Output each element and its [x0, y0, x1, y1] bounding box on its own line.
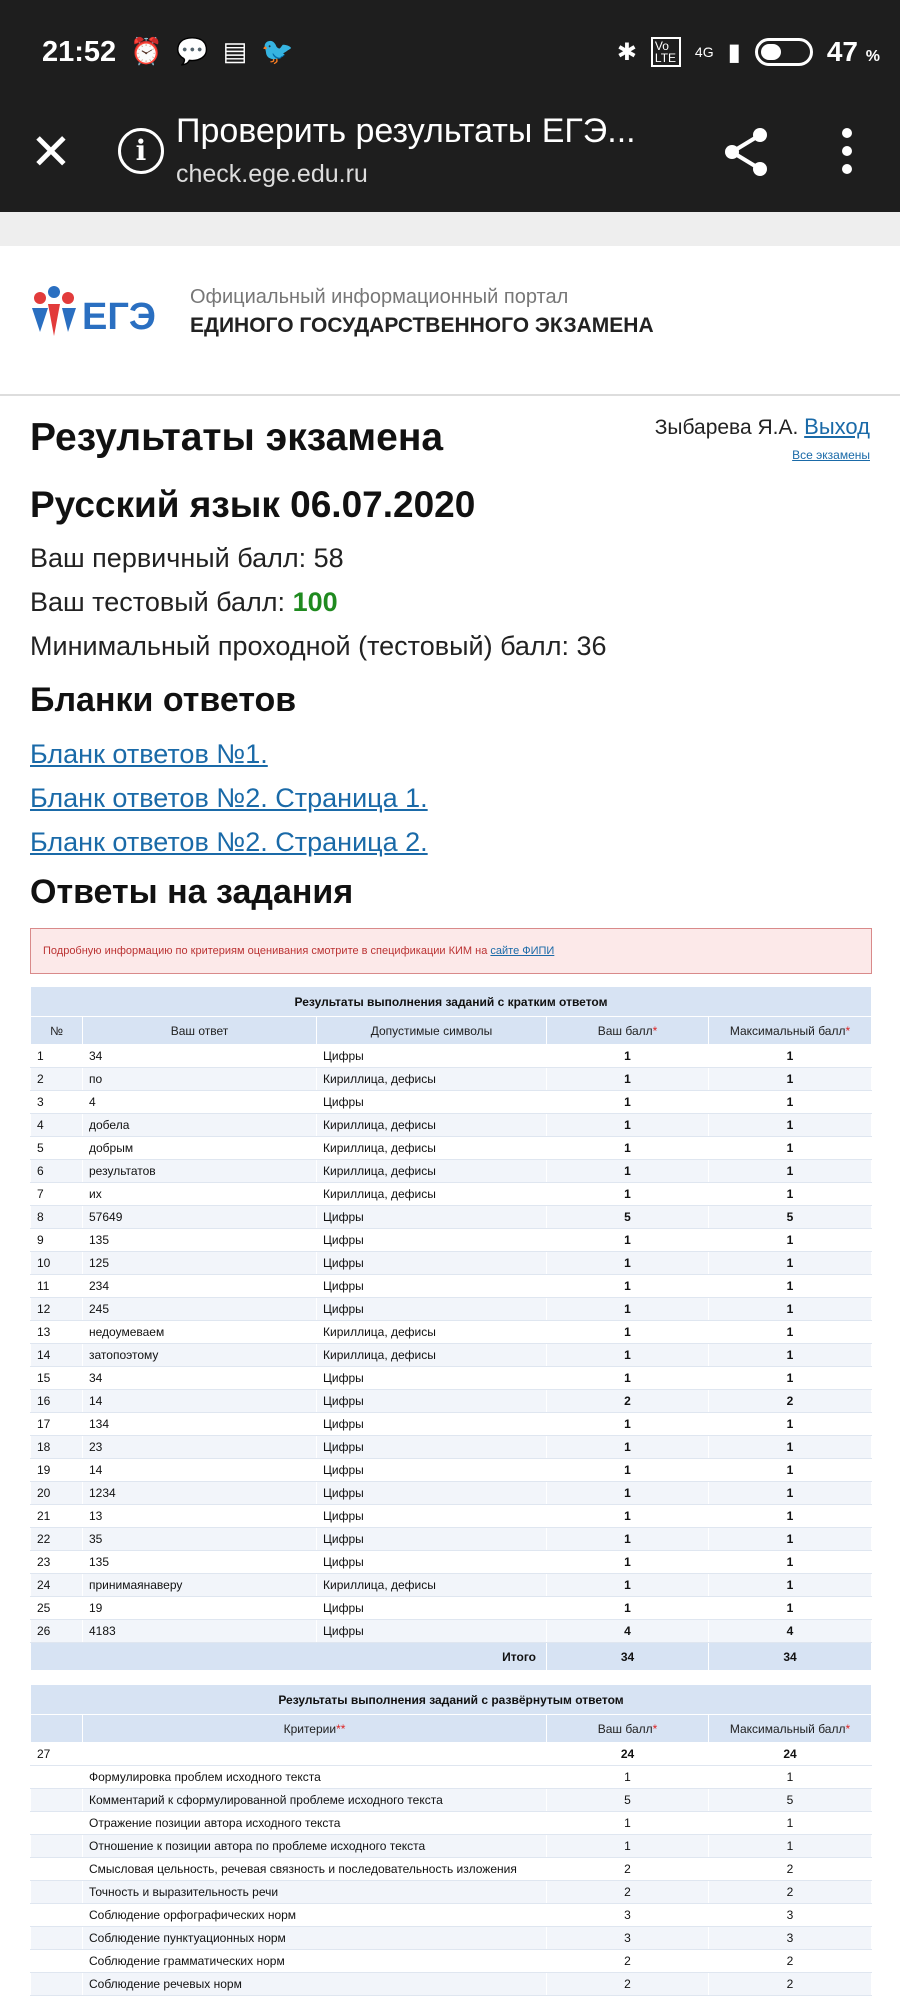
row-max: 4	[709, 1620, 872, 1643]
row-symbols: Цифры	[317, 1436, 547, 1459]
row-number: 19	[31, 1459, 83, 1482]
col-answer: Ваш ответ	[83, 1017, 317, 1045]
row-number: 14	[31, 1344, 83, 1367]
page-top-strip	[0, 212, 900, 246]
criterion-max: 3	[709, 1927, 872, 1950]
row-symbols: Цифры	[317, 1252, 547, 1275]
table-row	[31, 1206, 872, 1229]
row-max: 1	[709, 1459, 872, 1482]
row-max: 1	[709, 1114, 872, 1137]
ege-logo[interactable]	[26, 284, 156, 351]
row-number: 3	[31, 1091, 83, 1114]
criterion-max: 1	[709, 1835, 872, 1858]
criterion-score: 1	[547, 1835, 709, 1858]
row-answer: 135	[83, 1229, 317, 1252]
volte-icon: Vo LTE	[651, 37, 681, 67]
row-number: 16	[31, 1390, 83, 1413]
row-answer: 1234	[83, 1482, 317, 1505]
table-row	[31, 1620, 872, 1643]
row-answer: 134	[83, 1413, 317, 1436]
row-number: 26	[31, 1620, 83, 1643]
criterion-max: 1	[709, 1812, 872, 1835]
table-row	[31, 1091, 872, 1114]
col-score: Ваш балл*	[547, 1017, 709, 1045]
row-number: 24	[31, 1574, 83, 1597]
criterion-label: Смысловая цельность, речевая связность и последовательность изложения	[83, 1858, 547, 1881]
table-row	[31, 1574, 872, 1597]
criterion-label: Соблюдение грамматических норм	[83, 1950, 547, 1973]
row-symbols: Цифры	[317, 1275, 547, 1298]
criterion-score: 3	[547, 1904, 709, 1927]
row-answer: 34	[83, 1367, 317, 1390]
form-link-2[interactable]: Бланк ответов №2. Страница 1.	[30, 783, 428, 813]
row-symbols: Кириллица, дефисы	[317, 1068, 547, 1091]
min-score: Минимальный проходной (тестовый) балл: 36	[30, 631, 607, 661]
user-info	[655, 414, 870, 440]
row-symbols: Цифры	[317, 1091, 547, 1114]
calendar-icon: ▤	[222, 36, 248, 66]
row-symbols: Кириллица, дефисы	[317, 1137, 547, 1160]
table-row	[31, 1068, 872, 1091]
forms-title: Бланки ответов	[30, 681, 297, 719]
short-table-caption: Результаты выполнения заданий с кратким ответом	[31, 987, 872, 1017]
row-answer: результатов	[83, 1160, 317, 1183]
row-answer: 14	[83, 1459, 317, 1482]
row-answer: недоумеваем	[83, 1321, 317, 1344]
table-row	[31, 1413, 872, 1436]
battery-icon	[755, 38, 813, 66]
row-symbols: Кириллица, дефисы	[317, 1574, 547, 1597]
row-number: 6	[31, 1160, 83, 1183]
row-answer: затопоэтому	[83, 1344, 317, 1367]
page-url: check.ege.edu.ru	[176, 160, 368, 188]
table-row	[31, 1160, 872, 1183]
all-exams-link[interactable]: Все экзамены	[792, 448, 870, 462]
criterion-max: 5	[709, 1789, 872, 1812]
row-answer: 14	[83, 1390, 317, 1413]
page-title: Проверить результаты ЕГЭ...	[176, 112, 636, 150]
row-score: 1	[547, 1045, 709, 1068]
table-row	[31, 1459, 872, 1482]
row-score: 1	[547, 1574, 709, 1597]
row-answer: 13	[83, 1505, 317, 1528]
table-row	[31, 1321, 872, 1344]
table-row	[31, 1275, 872, 1298]
short-answer-table	[30, 986, 872, 1671]
row-max: 1	[709, 1275, 872, 1298]
row-answer: 19	[83, 1597, 317, 1620]
col-long-max: Максимальный балл*	[709, 1715, 872, 1743]
criteria-row	[31, 1789, 872, 1812]
criteria-row	[31, 1950, 872, 1973]
close-icon[interactable]: ✕	[30, 124, 72, 180]
row-number: 17	[31, 1413, 83, 1436]
row-number: 1	[31, 1045, 83, 1068]
logo-text: ЕГЭ	[82, 296, 156, 338]
table-row	[31, 1229, 872, 1252]
criterion-label: Соблюдение орфографических норм	[83, 1904, 547, 1927]
col-number: №	[31, 1017, 83, 1045]
criterion-score: 2	[547, 1950, 709, 1973]
portal-line-2: ЕДИНОГО ГОСУДАРСТВЕННОГО ЭКЗАМЕНА	[190, 314, 654, 337]
row-score: 1	[547, 1252, 709, 1275]
col-max: Максимальный балл*	[709, 1017, 872, 1045]
fipi-link[interactable]: сайте ФИПИ	[490, 945, 555, 957]
row-answer: 57649	[83, 1206, 317, 1229]
col-criteria: Критерии**	[83, 1715, 547, 1743]
row-answer: 135	[83, 1551, 317, 1574]
row-number: 20	[31, 1482, 83, 1505]
row-max: 1	[709, 1367, 872, 1390]
row-score: 1	[547, 1482, 709, 1505]
table-row	[31, 1114, 872, 1137]
battery-percent: 47	[826, 36, 858, 67]
row-answer: 125	[83, 1252, 317, 1275]
portal-line-1: Официальный информационный портал	[190, 286, 569, 308]
table-row	[31, 1551, 872, 1574]
total-max: 34	[709, 1643, 872, 1671]
row-number: 21	[31, 1505, 83, 1528]
criterion-score: 3	[547, 1927, 709, 1950]
row-number: 13	[31, 1321, 83, 1344]
criteria-row	[31, 1881, 872, 1904]
criterion-score: 2	[547, 1858, 709, 1881]
row-number: 10	[31, 1252, 83, 1275]
row-number: 9	[31, 1229, 83, 1252]
row-max: 1	[709, 1068, 872, 1091]
bluetooth-icon: ✱	[616, 38, 637, 66]
fipi-notice: Подробную информацию по критериям оценивания смотрите в спецификации КИМ на сайте ФИПИ	[30, 928, 872, 974]
row-symbols: Цифры	[317, 1206, 547, 1229]
answers-title: Ответы на задания	[30, 873, 354, 911]
task-max: 24	[709, 1743, 872, 1766]
row-answer: 234	[83, 1275, 317, 1298]
alarm-icon: ⏰	[130, 36, 163, 66]
table-row	[31, 1367, 872, 1390]
row-score: 1	[547, 1459, 709, 1482]
row-answer: добрым	[83, 1137, 317, 1160]
total-score: 34	[547, 1643, 709, 1671]
row-score: 1	[547, 1528, 709, 1551]
row-symbols: Цифры	[317, 1298, 547, 1321]
row-score: 1	[547, 1344, 709, 1367]
row-symbols: Кириллица, дефисы	[317, 1344, 547, 1367]
form-link-3[interactable]: Бланк ответов №2. Страница 2.	[30, 827, 428, 857]
row-score: 2	[547, 1390, 709, 1413]
row-max: 1	[709, 1252, 872, 1275]
table-row	[31, 1183, 872, 1206]
criterion-label: Точность и выразительность речи	[83, 1881, 547, 1904]
exam-subject: Русский язык 06.07.2020	[30, 484, 476, 525]
row-number: 11	[31, 1275, 83, 1298]
row-number: 5	[31, 1137, 83, 1160]
row-answer: 34	[83, 1045, 317, 1068]
criterion-label: Соблюдение пунктуационных норм	[83, 1927, 547, 1950]
row-symbols: Цифры	[317, 1459, 547, 1482]
long-table-caption: Результаты выполнения заданий с развёрнутым ответом	[31, 1685, 872, 1715]
col-symbols: Допустимые символы	[317, 1017, 547, 1045]
info-icon[interactable]: i	[118, 128, 164, 174]
row-score: 4	[547, 1620, 709, 1643]
test-score-line: Ваш тестовый балл: 100	[30, 587, 338, 617]
signal-icon: ▮	[727, 38, 741, 66]
total-row	[31, 1643, 872, 1671]
table-row	[31, 1298, 872, 1321]
criteria-row	[31, 1835, 872, 1858]
row-number: 4	[31, 1114, 83, 1137]
browser-toolbar	[0, 104, 900, 212]
criterion-max: 2	[709, 1881, 872, 1904]
row-answer: по	[83, 1068, 317, 1091]
status-bar: 21:52 ⏰ 💬 ▤ 🐦 ✱ Vo LTE 4G ▮ 47 %	[0, 0, 900, 104]
criterion-max: 3	[709, 1904, 872, 1927]
criteria-row	[31, 1973, 872, 1996]
criterion-score: 2	[547, 1881, 709, 1904]
row-number: 18	[31, 1436, 83, 1459]
row-answer: принимаянаверу	[83, 1574, 317, 1597]
form-link-1[interactable]: Бланк ответов №1.	[30, 739, 268, 769]
criterion-label: Отражение позиции автора исходного текста	[83, 1812, 547, 1835]
row-max: 1	[709, 1528, 872, 1551]
more-options-icon[interactable]	[840, 126, 854, 176]
row-symbols: Кириллица, дефисы	[317, 1321, 547, 1344]
row-number: 15	[31, 1367, 83, 1390]
row-score: 1	[547, 1160, 709, 1183]
table-row	[31, 1344, 872, 1367]
row-max: 1	[709, 1574, 872, 1597]
row-number: 25	[31, 1597, 83, 1620]
criterion-label: Комментарий к сформулированной проблеме исходного текста	[83, 1789, 547, 1812]
criterion-label: Отношение к позиции автора по проблеме исходного текста	[83, 1835, 547, 1858]
row-max: 1	[709, 1413, 872, 1436]
row-answer: добела	[83, 1114, 317, 1137]
row-symbols: Цифры	[317, 1413, 547, 1436]
table-row	[31, 1137, 872, 1160]
network-label: 4G	[694, 44, 714, 60]
primary-score: Ваш первичный балл: 58	[30, 543, 344, 573]
criteria-row	[31, 1927, 872, 1950]
logout-link[interactable]: Выход	[804, 414, 870, 439]
row-score: 1	[547, 1183, 709, 1206]
row-symbols: Цифры	[317, 1367, 547, 1390]
user-name: Зыбарева Я.А.	[654, 416, 799, 439]
site-header	[0, 246, 900, 396]
row-score: 1	[547, 1413, 709, 1436]
row-symbols: Кириллица, дефисы	[317, 1183, 547, 1206]
criteria-row	[31, 1812, 872, 1835]
row-symbols: Кириллица, дефисы	[317, 1114, 547, 1137]
row-max: 1	[709, 1505, 872, 1528]
row-score: 1	[547, 1505, 709, 1528]
row-score: 1	[547, 1321, 709, 1344]
row-max: 1	[709, 1597, 872, 1620]
row-max: 1	[709, 1482, 872, 1505]
row-symbols: Цифры	[317, 1551, 547, 1574]
row-max: 1	[709, 1160, 872, 1183]
row-number: 8	[31, 1206, 83, 1229]
test-score-value: 100	[292, 587, 338, 617]
row-answer: 35	[83, 1528, 317, 1551]
table-row	[31, 1390, 872, 1413]
row-symbols: Цифры	[317, 1482, 547, 1505]
criterion-label: Соблюдение речевых норм	[83, 1973, 547, 1996]
row-symbols: Кириллица, дефисы	[317, 1160, 547, 1183]
row-symbols: Цифры	[317, 1390, 547, 1413]
row-number: 23	[31, 1551, 83, 1574]
row-max: 1	[709, 1229, 872, 1252]
share-icon[interactable]	[722, 126, 772, 178]
row-symbols: Цифры	[317, 1597, 547, 1620]
row-max: 1	[709, 1183, 872, 1206]
criteria-row	[31, 1766, 872, 1789]
row-score: 5	[547, 1206, 709, 1229]
row-answer: 4183	[83, 1620, 317, 1643]
row-score: 1	[547, 1229, 709, 1252]
row-max: 1	[709, 1344, 872, 1367]
criterion-label: Формулировка проблем исходного текста	[83, 1766, 547, 1789]
row-answer: их	[83, 1183, 317, 1206]
criterion-max: 2	[709, 1950, 872, 1973]
row-max: 1	[709, 1436, 872, 1459]
row-max: 1	[709, 1298, 872, 1321]
criterion-max: 2	[709, 1858, 872, 1881]
twitter-icon: 🐦	[261, 36, 294, 66]
row-number: 22	[31, 1528, 83, 1551]
row-score: 1	[547, 1436, 709, 1459]
clock: 21:52	[42, 36, 117, 68]
table-row	[31, 1045, 872, 1068]
row-symbols: Цифры	[317, 1229, 547, 1252]
row-max: 1	[709, 1551, 872, 1574]
criterion-score: 2	[547, 1973, 709, 1996]
row-score: 1	[547, 1114, 709, 1137]
criterion-max: 1	[709, 1766, 872, 1789]
row-max: 5	[709, 1206, 872, 1229]
row-max: 2	[709, 1390, 872, 1413]
row-score: 1	[547, 1551, 709, 1574]
row-max: 1	[709, 1321, 872, 1344]
task-number: 27	[31, 1743, 83, 1766]
row-number: 2	[31, 1068, 83, 1091]
row-answer: 245	[83, 1298, 317, 1321]
row-answer: 4	[83, 1091, 317, 1114]
row-score: 1	[547, 1367, 709, 1390]
row-score: 1	[547, 1597, 709, 1620]
row-max: 1	[709, 1045, 872, 1068]
long-answer-table	[30, 1684, 872, 1996]
table-row	[31, 1528, 872, 1551]
row-symbols: Цифры	[317, 1620, 547, 1643]
row-max: 1	[709, 1137, 872, 1160]
row-max: 1	[709, 1091, 872, 1114]
criteria-row	[31, 1858, 872, 1881]
row-number: 12	[31, 1298, 83, 1321]
col-long-score: Ваш балл*	[547, 1715, 709, 1743]
criterion-score: 5	[547, 1789, 709, 1812]
chat-icon: 💬	[176, 36, 209, 66]
table-row	[31, 1436, 872, 1459]
task-27-row	[31, 1743, 872, 1766]
table-row	[31, 1505, 872, 1528]
row-score: 1	[547, 1091, 709, 1114]
row-score: 1	[547, 1275, 709, 1298]
criteria-row	[31, 1904, 872, 1927]
table-row	[31, 1597, 872, 1620]
criterion-max: 2	[709, 1973, 872, 1996]
row-symbols: Цифры	[317, 1505, 547, 1528]
results-title: Результаты экзамена	[30, 416, 444, 459]
criterion-score: 1	[547, 1812, 709, 1835]
row-score: 1	[547, 1298, 709, 1321]
table-row	[31, 1482, 872, 1505]
row-answer: 23	[83, 1436, 317, 1459]
task-score: 24	[547, 1743, 709, 1766]
row-symbols: Цифры	[317, 1045, 547, 1068]
table-row	[31, 1252, 872, 1275]
total-label: Итого	[31, 1643, 547, 1671]
row-score: 1	[547, 1068, 709, 1091]
criterion-score: 1	[547, 1766, 709, 1789]
row-number: 7	[31, 1183, 83, 1206]
row-score: 1	[547, 1137, 709, 1160]
row-symbols: Цифры	[317, 1528, 547, 1551]
